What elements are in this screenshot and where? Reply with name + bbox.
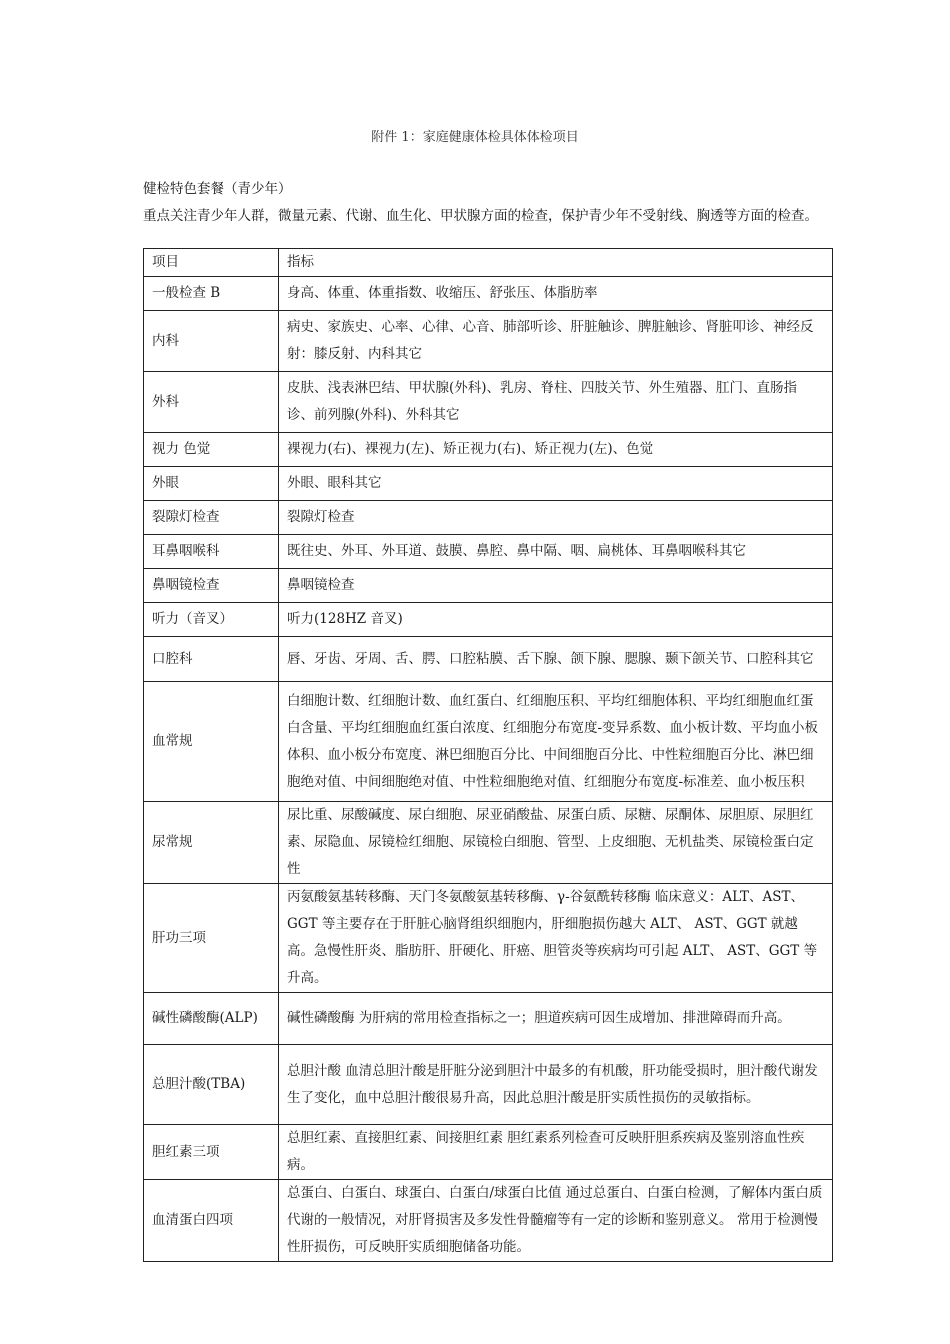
row-detail: 病史、家族史、心率、心律、心音、肺部听诊、肝脏触诊、脾脏触诊、肾脏叩诊、神经反射：膝反射、内科其它	[279, 311, 833, 372]
row-detail: 总胆汁酸 血清总胆汁酸是肝脏分泌到胆汁中最多的有机酸，肝功能受损时，胆汁酸代谢发生了变化，血中总胆汁酸很易升高，因此总胆汁酸是肝实质性损伤的灵敏指标。	[279, 1045, 833, 1125]
row-item: 血清蛋白四项	[144, 1180, 279, 1262]
row-detail: 唇、牙齿、牙周、舌、腭、口腔粘膜、舌下腺、颌下腺、腮腺、颞下颌关节、口腔科其它	[279, 637, 833, 682]
row-item: 碱性磷酸酶(ALP)	[144, 993, 279, 1045]
row-item: 胆红素三项	[144, 1125, 279, 1180]
row-item: 视力 色觉	[144, 433, 279, 467]
row-item: 听力（音叉）	[144, 603, 279, 637]
table-row	[144, 603, 833, 637]
row-detail: 碱性磷酸酶 为肝病的常用检查指标之一；胆道疾病可因生成增加、排泄障碍而升高。	[279, 993, 833, 1045]
table-row	[144, 1180, 833, 1262]
row-item: 裂隙灯检查	[144, 501, 279, 535]
row-item: 外眼	[144, 467, 279, 501]
header-indicator: 指标	[279, 249, 833, 277]
row-detail: 裸视力(右)、裸视力(左)、矫正视力(右)、矫正视力(左)、色觉	[279, 433, 833, 467]
table-row	[144, 1045, 833, 1125]
row-item: 口腔科	[144, 637, 279, 682]
package-description: 重点关注青少年人群，微量元素、代谢、血生化、甲状腺方面的检查，保护青少年不受射线、胸透等方面的检查。	[143, 208, 818, 224]
row-detail: 尿比重、尿酸碱度、尿白细胞、尿亚硝酸盐、尿蛋白质、尿糖、尿酮体、尿胆原、尿胆红素、尿隐血、尿镜检红细胞、尿镜检白细胞、管型、上皮细胞、无机盐类、尿镜检蛋白定性	[279, 802, 833, 884]
row-detail: 裂隙灯检查	[279, 501, 833, 535]
table-row	[144, 501, 833, 535]
table-row	[144, 433, 833, 467]
row-item: 血常规	[144, 682, 279, 802]
row-item: 耳鼻咽喉科	[144, 535, 279, 569]
exam-items-table	[143, 248, 833, 1262]
document-title: 附件 1：家庭健康体检具体体检项目	[371, 130, 579, 145]
table-row	[144, 372, 833, 433]
row-item: 肝功三项	[144, 884, 279, 993]
table-row	[144, 535, 833, 569]
row-item: 内科	[144, 311, 279, 372]
row-detail: 皮肤、浅表淋巴结、甲状腺(外科)、乳房、脊柱、四肢关节、外生殖器、肛门、直肠指诊、前列腺(外科)、外科其它	[279, 372, 833, 433]
row-detail: 既往史、外耳、外耳道、鼓膜、鼻腔、鼻中隔、咽、扁桃体、耳鼻咽喉科其它	[279, 535, 833, 569]
table-row	[144, 884, 833, 993]
row-detail: 身高、体重、体重指数、收缩压、舒张压、体脂肪率	[279, 277, 833, 311]
table-row	[144, 277, 833, 311]
row-detail: 外眼、眼科其它	[279, 467, 833, 501]
table-header-row	[144, 249, 833, 277]
row-item: 一般检查 B	[144, 277, 279, 311]
row-item: 外科	[144, 372, 279, 433]
row-item: 鼻咽镜检查	[144, 569, 279, 603]
row-detail: 总蛋白、白蛋白、球蛋白、白蛋白/球蛋白比值 通过总蛋白、白蛋白检测，了解体内蛋白质代谢的一般情况，对肝肾损害及多发性骨髓瘤等有一定的诊断和鉴别意义。 常用于检测慢性肝损伤，可反映肝实质细胞储备功能。	[279, 1180, 833, 1262]
table-row	[144, 311, 833, 372]
table-row	[144, 802, 833, 884]
table-row	[144, 1125, 833, 1180]
intro-section	[143, 176, 833, 230]
row-detail: 丙氨酸氨基转移酶、天门冬氨酸氨基转移酶、γ-谷氨酰转移酶 临床意义：ALT、AST、GGT 等主要存在于肝脏心脑肾组织细胞内，肝细胞损伤越大 ALT、 AST、GGT 就越高。急慢性肝炎、脂肪肝、肝硬化、肝癌、胆管炎等疾病均可引起 ALT、 AST、GGT 等升高。	[279, 884, 833, 993]
header-item: 项目	[144, 249, 279, 277]
row-detail: 鼻咽镜检查	[279, 569, 833, 603]
table-row	[144, 637, 833, 682]
row-detail: 总胆红素、直接胆红素、间接胆红素 胆红素系列检查可反映肝胆系疾病及鉴别溶血性疾病。	[279, 1125, 833, 1180]
row-item: 总胆汁酸(TBA)	[144, 1045, 279, 1125]
row-detail: 听力(128HZ 音叉)	[279, 603, 833, 637]
row-detail: 白细胞计数、红细胞计数、血红蛋白、红细胞压积、平均红细胞体积、平均红细胞血红蛋白含量、平均红细胞血红蛋白浓度、红细胞分布宽度-变异系数、血小板计数、平均血小板体积、血小板分布宽度、淋巴细胞百分比、中间细胞百分比、中性粒细胞百分比、淋巴细胞绝对值、中间细胞绝对值、中性粒细胞绝对值、红细胞分布宽度-标准差、血小板压积	[279, 682, 833, 802]
package-name: 健检特色套餐（青少年）	[143, 181, 292, 197]
table-row	[144, 569, 833, 603]
table-row	[144, 467, 833, 501]
table-row	[144, 682, 833, 802]
row-item: 尿常规	[144, 802, 279, 884]
table-row	[144, 993, 833, 1045]
